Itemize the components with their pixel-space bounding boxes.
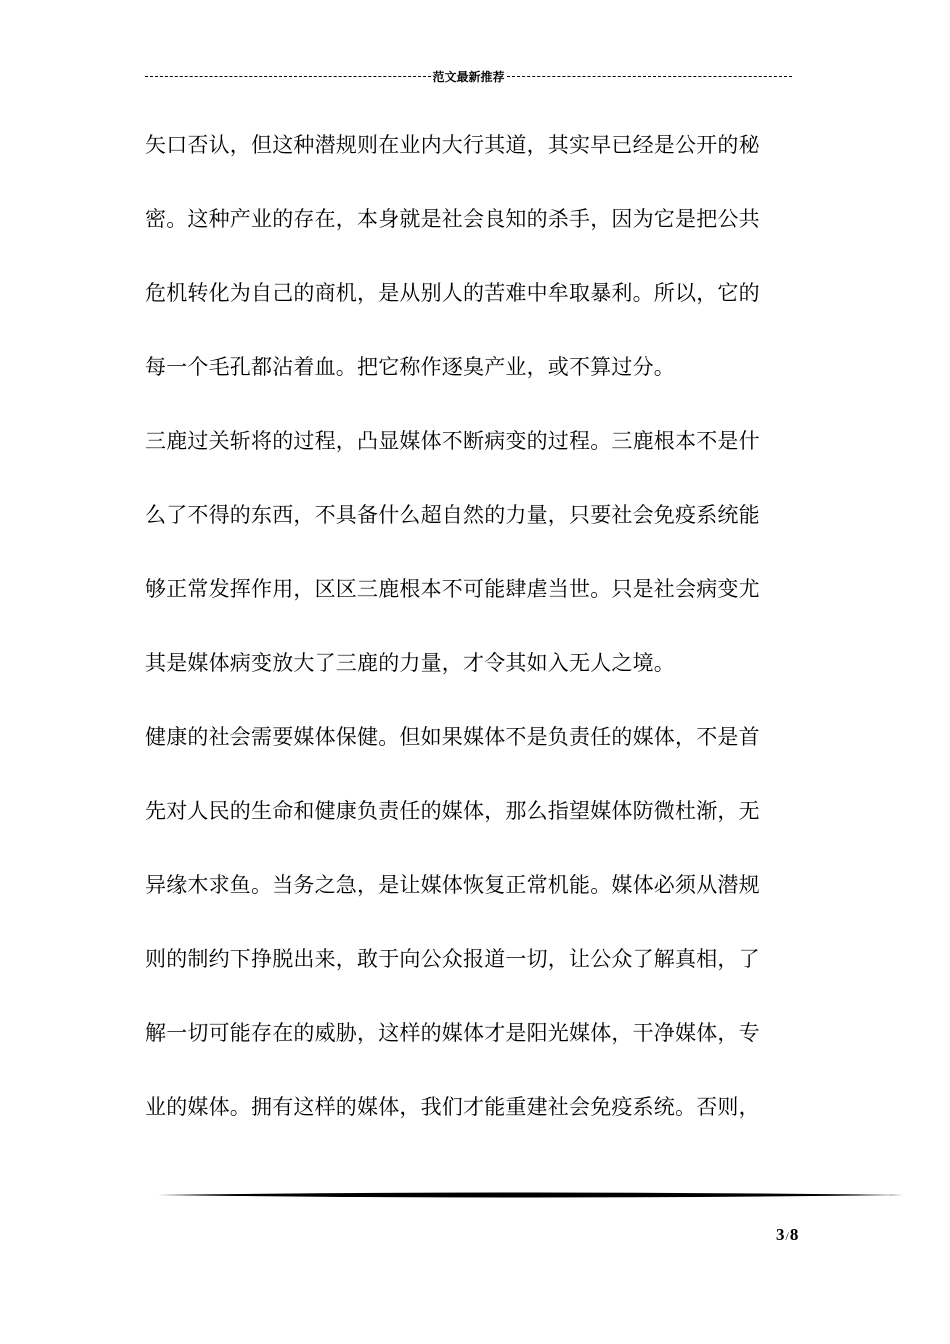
text-line: 健康的社会需要媒体保健。但如果媒体不是负责任的媒体，不是首 (145, 725, 760, 749)
page-header (145, 66, 792, 86)
text-line: 先对人民的生命和健康负责任的媒体，那么指望媒体防微杜渐，无 (145, 799, 760, 823)
document-body (145, 118, 795, 1154)
footer-divider (158, 1191, 904, 1199)
header-right-dashes (507, 76, 793, 77)
page-total: 8 (789, 1225, 799, 1244)
text-line: 三鹿过关斩将的过程，凸显媒体不断病变的过程。三鹿根本不是什 (145, 429, 760, 453)
page-separator: / (785, 1229, 789, 1243)
text-line: 则的制约下挣脱出来，敢于向公众报道一切，让公众了解真相，了 (145, 947, 760, 971)
text-line: 每一个毛孔都沾着血。把它称作逐臭产业，或不算过分。 (145, 355, 675, 379)
header-title: 范文最新推荐 (432, 69, 505, 84)
text-line: 解一切可能存在的威胁，这样的媒体才是阳光媒体，干净媒体，专 (145, 1021, 760, 1045)
text-line: 异缘木求鱼。当务之急，是让媒体恢复正常机能。媒体必须从潜规 (145, 873, 760, 897)
header-left-dashes (145, 76, 431, 77)
page-current: 3 (776, 1225, 785, 1244)
text-line: 么了不得的东西，不具备什么超自然的力量，只要社会免疫系统能 (145, 503, 760, 527)
text-line: 矢口否认，但这种潜规则在业内大行其道，其实早已经是公开的秘 (145, 133, 760, 157)
text-line: 业的媒体。拥有这样的媒体，我们才能重建社会免疫系统。否则， (145, 1095, 760, 1119)
text-line: 其是媒体病变放大了三鹿的力量，才令其如入无人之境。 (145, 651, 675, 675)
text-line: 危机转化为自己的商机，是从别人的苦难中牟取暴利。所以，它的 (145, 281, 760, 305)
text-line: 密。这种产业的存在，本身就是社会良知的杀手，因为它是把公共 (145, 207, 760, 231)
text-line: 够正常发挥作用，区区三鹿根本不可能肆虐当世。只是社会病变尤 (145, 577, 760, 601)
page-number (776, 1225, 798, 1245)
